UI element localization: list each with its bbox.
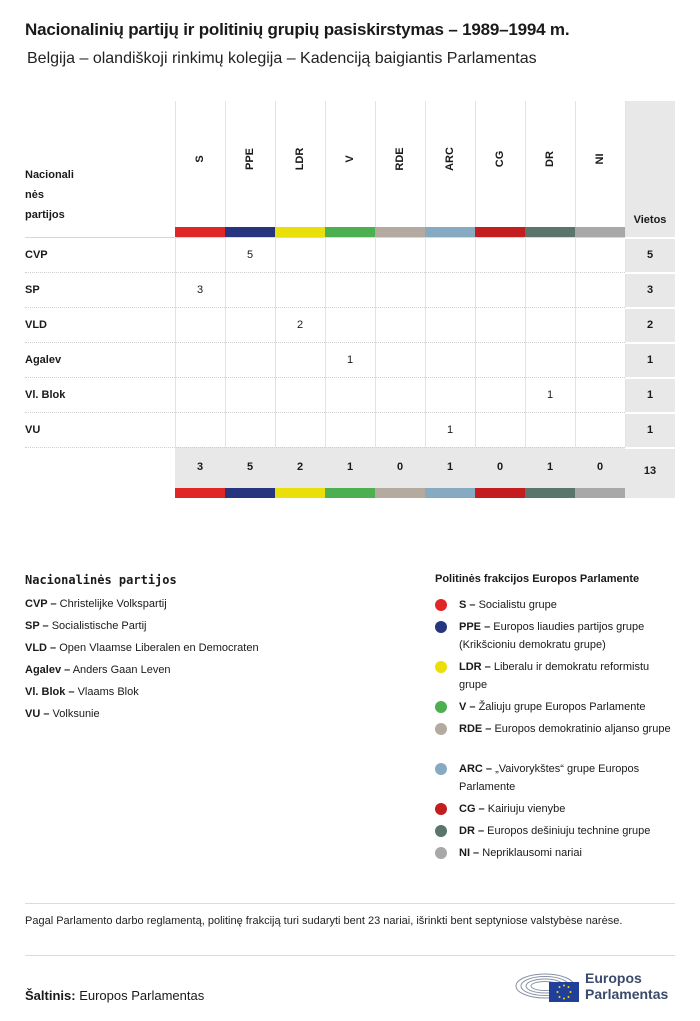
row-divider: [25, 272, 625, 273]
table-cell: 5: [246, 249, 254, 261]
group-color-swatch: [175, 227, 225, 237]
national-parties-header: [25, 165, 74, 225]
group-total: 1: [346, 461, 354, 473]
group-color-dot-icon: [435, 599, 447, 611]
group-color-dot-icon: [435, 825, 447, 837]
divider: [25, 955, 675, 956]
group-total: 0: [596, 461, 604, 473]
seats-separator: [625, 412, 675, 414]
group-legend-item: [459, 720, 679, 738]
party-seats: 5: [646, 249, 654, 261]
group-total: 1: [546, 461, 554, 473]
european-parliament-logo: [515, 966, 680, 1006]
table-cell: 2: [296, 319, 304, 331]
group-color-swatch: [375, 227, 425, 237]
party-full-name: Volksunie: [52, 708, 100, 720]
group-total: 3: [196, 461, 204, 473]
group-code: LDR: [294, 147, 306, 171]
group-legend-item: [459, 822, 679, 840]
table-cell: 1: [546, 389, 554, 401]
group-full-name: Liberalu ir demokratu reformistu grupe: [459, 661, 650, 691]
group-color-swatch: [325, 488, 375, 498]
seats-separator: [625, 307, 675, 309]
party-seats: 2: [646, 319, 654, 331]
group-column-header: [425, 101, 475, 229]
group-code: DR: [544, 151, 556, 167]
group-abbr: V –: [459, 701, 476, 713]
group-full-name: Europos demokratinio aljanso grupe: [494, 723, 671, 735]
national-legend-item: [25, 598, 167, 610]
party-abbr: VLD –: [25, 642, 57, 654]
party-abbr: SP –: [25, 620, 49, 632]
national-legend-item: [25, 664, 171, 676]
national-header-line: nės: [25, 189, 44, 201]
group-column-header: [475, 101, 525, 229]
group-code: NI: [594, 153, 606, 165]
row-divider: [25, 412, 625, 413]
group-color-dot-icon: [435, 847, 447, 859]
group-full-name: Žaliuju grupe Europos Parlamente: [478, 701, 646, 713]
party-name: VLD: [25, 319, 47, 331]
party-name: VU: [25, 424, 41, 436]
group-column-header: [525, 101, 575, 229]
group-color-swatch: [525, 227, 575, 237]
parliament-hemicycle-icon: [515, 966, 581, 1006]
group-color-swatch: [425, 488, 475, 498]
group-code: CG: [494, 150, 506, 168]
table-cell: 3: [196, 284, 204, 296]
group-legend-item: [459, 596, 679, 614]
row-divider: [25, 377, 625, 378]
group-total: 1: [446, 461, 454, 473]
party-abbr: CVP –: [25, 598, 57, 610]
group-legend-item: [459, 760, 679, 796]
group-code: S: [194, 155, 206, 163]
party-full-name: Open Vlaamse Liberalen en Democraten: [59, 642, 259, 654]
source-label: Šaltinis:: [25, 988, 76, 1003]
seats-separator: [625, 342, 675, 344]
group-abbr: PPE –: [459, 621, 491, 633]
group-color-dot-icon: [435, 661, 447, 673]
group-full-name: Socialistu grupe: [478, 599, 557, 611]
group-code: V: [344, 155, 356, 163]
group-color-swatch: [275, 227, 325, 237]
group-color-swatch: [325, 227, 375, 237]
seats-separator: [625, 272, 675, 274]
logo-text-line: Parlamentas: [585, 986, 669, 1002]
party-seats: 1: [646, 389, 654, 401]
national-legend-item: [25, 708, 100, 720]
seats-column-background: [625, 101, 675, 498]
logo-text-line: Europos: [585, 970, 642, 986]
row-divider: [25, 342, 625, 343]
group-code: PPE: [244, 147, 256, 171]
group-abbr: RDE –: [459, 723, 492, 735]
party-full-name: Christelijke Volkspartij: [59, 598, 167, 610]
divider: [25, 903, 675, 904]
party-name: Vl. Blok: [25, 389, 66, 401]
party-full-name: Socialistische Partij: [51, 620, 147, 632]
group-color-swatch: [275, 488, 325, 498]
group-column-header: [575, 101, 625, 229]
group-color-dot-icon: [435, 621, 447, 633]
party-abbr: Vl. Blok –: [25, 686, 75, 698]
group-total: 5: [246, 461, 254, 473]
page-subtitle: Belgija – olandiškoji rinkimų kolegija – Kadenciją baigiantis Parlamentas: [27, 50, 537, 67]
group-color-swatch: [425, 227, 475, 237]
group-color-swatch: [525, 488, 575, 498]
seats-separator: [625, 447, 675, 449]
party-seats: 3: [646, 284, 654, 296]
national-header-line: Nacionali: [25, 169, 74, 181]
group-color-swatch: [175, 488, 225, 498]
group-abbr: ARC –: [459, 763, 493, 775]
group-column-header: [275, 101, 325, 229]
table-cell: 1: [446, 424, 454, 436]
group-code: RDE: [394, 147, 406, 171]
row-divider: [25, 307, 625, 308]
group-legend-item: [459, 800, 679, 818]
group-legend-item: [459, 698, 679, 716]
table-cell: 1: [346, 354, 354, 366]
seats-header: Vietos: [633, 214, 667, 226]
source-line: [25, 988, 204, 1003]
national-legend-item: [25, 686, 139, 698]
logo-text: [585, 970, 668, 1002]
group-full-name: Nepriklausomi nariai: [482, 847, 582, 859]
group-color-dot-icon: [435, 803, 447, 815]
page-title: Nacionalinių partijų ir politinių grupių pasiskirstymas – 1989–1994 m.: [25, 20, 570, 39]
national-header-line: partijos: [25, 209, 65, 221]
group-code: ARC: [444, 147, 456, 171]
group-color-swatch: [225, 488, 275, 498]
group-color-swatch: [375, 488, 425, 498]
group-total: 0: [496, 461, 504, 473]
party-full-name: Vlaams Blok: [77, 686, 139, 698]
group-full-name: Kairiuju vienybe: [487, 803, 566, 815]
party-full-name: Anders Gaan Leven: [72, 664, 171, 676]
group-column-header: [375, 101, 425, 229]
source-value: Europos Parlamentas: [79, 988, 205, 1003]
distribution-table: [25, 101, 675, 498]
party-seats: 1: [646, 354, 654, 366]
national-legend-title: Nacionalinės partijos: [25, 573, 177, 587]
group-legend-title: Politinės frakcijos Europos Parlamente: [435, 573, 640, 585]
party-abbr: VU –: [25, 708, 50, 720]
group-legend-item: [459, 658, 679, 694]
group-color-dot-icon: [435, 763, 447, 775]
seats-separator: [625, 237, 675, 239]
party-abbr: Agalev –: [25, 664, 71, 676]
party-name: Agalev: [25, 354, 62, 366]
group-full-name: „Vaivorykštes“ grupe Europos Parlamente: [459, 763, 640, 793]
group-abbr: S –: [459, 599, 476, 611]
group-color-swatch: [575, 227, 625, 237]
footnote: Pagal Parlamento darbo reglamentą, politinę frakciją turi sudaryti bent 23 nariai, išrinkti bent septyniose valstybėse narėse.: [25, 915, 623, 927]
group-full-name: Europos liaudies partijos grupe (Krikšcioniu demokratu grupe): [459, 621, 645, 651]
group-legend-item: [459, 618, 679, 654]
group-color-swatch: [225, 227, 275, 237]
group-total: 0: [396, 461, 404, 473]
group-color-dot-icon: [435, 723, 447, 735]
group-color-swatch: [575, 488, 625, 498]
group-abbr: LDR –: [459, 661, 491, 673]
national-legend-item: [25, 642, 259, 654]
group-abbr: DR –: [459, 825, 485, 837]
group-column-header: [175, 101, 225, 229]
group-legend-item: [459, 844, 679, 862]
party-seats: 1: [646, 424, 654, 436]
group-color-swatch: [475, 227, 525, 237]
party-name: CVP: [25, 249, 48, 261]
group-total: 2: [296, 461, 304, 473]
seats-separator: [625, 377, 675, 379]
group-column-header: [325, 101, 375, 229]
group-column-header: [225, 101, 275, 229]
party-name: SP: [25, 284, 40, 296]
group-color-dot-icon: [435, 701, 447, 713]
group-abbr: NI –: [459, 847, 480, 859]
total-seats: 13: [643, 465, 657, 477]
group-full-name: Europos dešiniuju technine grupe: [487, 825, 651, 837]
national-legend-item: [25, 620, 146, 632]
group-color-swatch: [475, 488, 525, 498]
row-divider: [25, 447, 625, 448]
group-abbr: CG –: [459, 803, 485, 815]
